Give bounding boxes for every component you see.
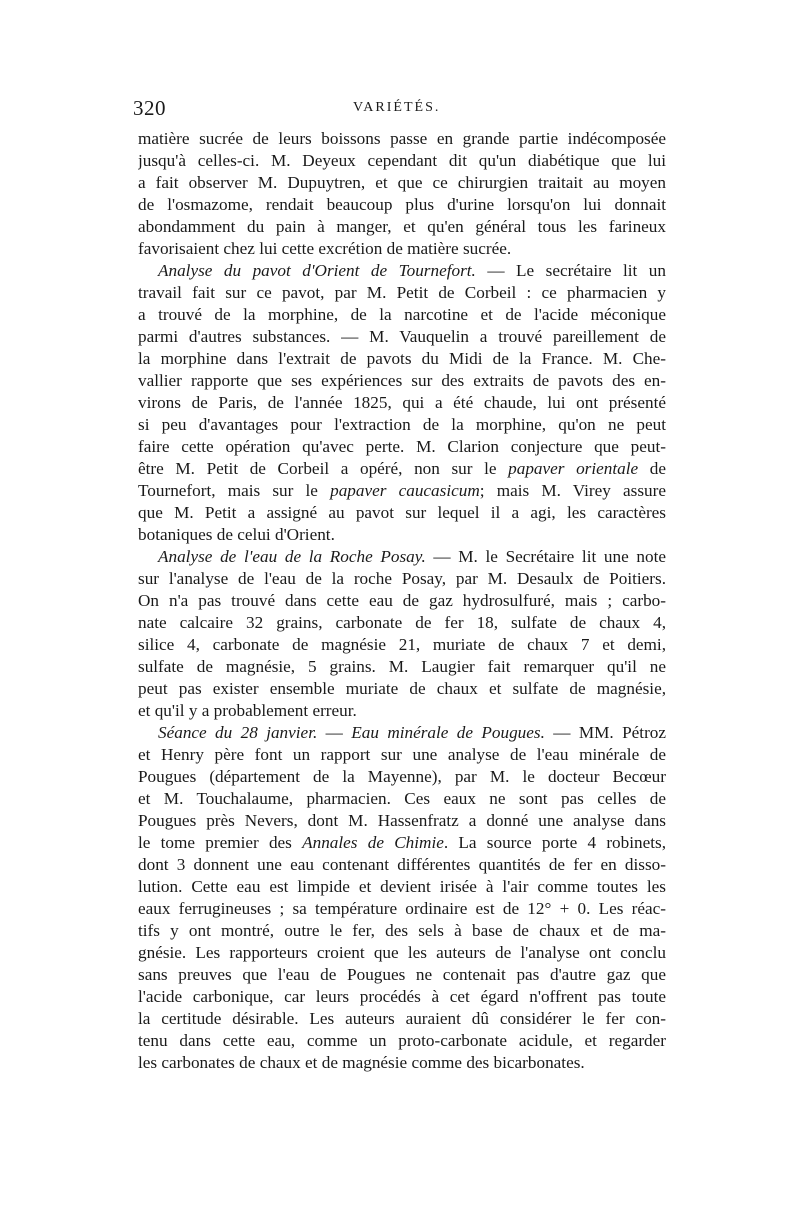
text-segment: peut pas exister ensemble muriate de chaux et sulfate de magnésie, xyxy=(138,679,666,698)
text-line xyxy=(138,678,666,700)
text-segment: Pougues (département de la Mayenne), par M. le docteur Becœur xyxy=(138,767,666,786)
text-segment: de l'osmazome, rendait beaucoup plus d'urine lorsqu'on lui donnait xyxy=(138,195,666,214)
text-line xyxy=(138,898,666,920)
text-line xyxy=(138,348,666,370)
text-line xyxy=(138,194,666,216)
page-number: 320 xyxy=(133,96,166,120)
text-segment: botaniques de celui d'Orient. xyxy=(138,525,335,544)
text-segment: nate calcaire 32 grains, carbonate de fer 18, sulfate de chaux 4, xyxy=(138,613,666,632)
text-line xyxy=(138,942,666,964)
text-line xyxy=(138,172,666,194)
text-segment: abondamment du pain à manger, et qu'en général tous les farineux xyxy=(138,217,666,236)
text-line xyxy=(138,700,666,722)
text-segment: tifs y ont montré, outre le fer, des sels à base de chaux et de ma- xyxy=(138,921,666,940)
text-line xyxy=(138,524,666,546)
page-header xyxy=(133,96,663,126)
text-segment: — MM. Pétroz xyxy=(544,723,666,742)
italic-text: Séance du 28 janvier. xyxy=(158,723,318,742)
text-segment: Pougues près Nevers, dont M. Hassenfratz a donné une analyse dans xyxy=(138,811,666,830)
text-segment: jusqu'à celles-ci. M. Deyeux cependant dit qu'un diabétique que lui xyxy=(138,151,666,170)
italic-text: papaver orientale xyxy=(508,459,639,478)
text-line xyxy=(138,502,666,524)
text-line xyxy=(138,150,666,172)
text-segment: — xyxy=(317,723,352,742)
text-segment: de xyxy=(638,459,666,478)
text-line xyxy=(138,458,666,480)
text-line xyxy=(138,612,666,634)
text-segment: parmi d'autres substances. — M. Vauquelin a trouvé pareillement de xyxy=(138,327,666,346)
text-line xyxy=(138,238,666,260)
text-segment: eaux ferrugineuses ; sa température ordinaire est de 12° + 0. Les réac- xyxy=(138,899,666,918)
text-segment: si peu d'avantages pour l'extraction de la morphine, qu'on ne peut xyxy=(138,415,666,434)
italic-text: papaver caucasicum xyxy=(330,481,480,500)
italic-text: Analyse de l'eau de la Roche Posay. xyxy=(158,547,426,566)
text-line xyxy=(138,832,666,854)
text-segment: ; mais M. Virey assure xyxy=(479,481,666,500)
body-text xyxy=(138,128,666,1074)
text-line xyxy=(138,810,666,832)
text-segment: lution. Cette eau est limpide et devient irisée à l'air comme toutes les xyxy=(138,877,666,896)
text-line xyxy=(138,282,666,304)
text-line xyxy=(138,766,666,788)
text-segment: tenu dans cette eau, comme un proto-carbonate acidule, et regarder xyxy=(138,1031,666,1050)
text-segment: et M. Touchalaume, pharmacien. Ces eaux ne sont pas celles de xyxy=(138,789,666,808)
text-segment: favorisaient chez lui cette excrétion de matière sucrée. xyxy=(138,239,512,258)
text-segment: gnésie. Les rapporteurs croient que les auteurs de l'analyse ont conclu xyxy=(138,943,666,962)
text-line xyxy=(138,876,666,898)
text-segment: a trouvé de la morphine, de la narcotine et de l'acide méconique xyxy=(138,305,666,324)
text-segment: faire cette opération qu'avec perte. M. Clarion conjecture que peut- xyxy=(138,437,666,456)
text-segment: — Le secrétaire lit un xyxy=(475,261,666,280)
text-segment: la morphine dans l'extrait de pavots du Midi de la France. M. Che- xyxy=(138,349,666,368)
italic-text: Analyse du pavot d'Orient de Tournefort. xyxy=(158,261,476,280)
text-segment: sur l'analyse de l'eau de la roche Posay, par M. Desaulx de Poitiers. xyxy=(138,569,666,588)
text-segment: la certitude désirable. Les auteurs auraient dû considérer le fer con- xyxy=(138,1009,666,1028)
text-segment: et qu'il y a probablement erreur. xyxy=(138,701,357,720)
italic-text: Eau minérale de Pougues. xyxy=(351,723,545,742)
italic-text: Annales de Chimie xyxy=(302,833,444,852)
text-line xyxy=(138,1030,666,1052)
text-segment: sulfate de magnésie, 5 grains. M. Laugier fait remarquer qu'il ne xyxy=(138,657,666,676)
text-line xyxy=(138,260,666,282)
text-line xyxy=(138,568,666,590)
text-line xyxy=(138,304,666,326)
text-line xyxy=(138,986,666,1008)
text-line xyxy=(138,590,666,612)
text-segment: être M. Petit de Corbeil a opéré, non sur le xyxy=(138,459,509,478)
text-line xyxy=(138,744,666,766)
text-line xyxy=(138,656,666,678)
text-line xyxy=(138,436,666,458)
text-segment: que M. Petit a assigné au pavot sur lequel il a agi, les caractères xyxy=(138,503,666,522)
text-segment: virons de Paris, de l'année 1825, qui a été chaude, lui ont présenté xyxy=(138,393,666,412)
text-line xyxy=(138,480,666,502)
text-segment: matière sucrée de leurs boissons passe en grande partie indécomposée xyxy=(138,129,666,148)
text-line xyxy=(138,392,666,414)
text-line xyxy=(138,128,666,150)
text-line xyxy=(138,634,666,656)
text-line xyxy=(138,920,666,942)
text-line xyxy=(138,722,666,744)
text-segment: les carbonates de chaux et de magnésie comme des bicarbonates. xyxy=(138,1053,585,1072)
running-head: VARIÉTÉS. xyxy=(353,100,441,115)
text-line xyxy=(138,546,666,568)
text-segment: . La source porte 4 robinets, xyxy=(443,833,666,852)
text-segment: On n'a pas trouvé dans cette eau de gaz hydrosulfuré, mais ; carbo- xyxy=(138,591,666,610)
text-segment: vallier rapporte que ses expériences sur des extraits de pavots des en- xyxy=(138,371,666,390)
text-line xyxy=(138,326,666,348)
text-line xyxy=(138,216,666,238)
text-segment: sans preuves que l'eau de Pougues ne contenait pas d'autre gaz que xyxy=(138,965,666,984)
text-segment: — M. le Secrétaire lit une note xyxy=(425,547,666,566)
text-segment: et Henry père font un rapport sur une analyse de l'eau minérale de xyxy=(138,745,666,764)
text-segment: travail fait sur ce pavot, par M. Petit de Corbeil : ce pharmacien y xyxy=(138,283,666,302)
text-line xyxy=(138,788,666,810)
text-segment: le tome premier des xyxy=(138,833,303,852)
text-segment: Tournefort, mais sur le xyxy=(138,481,331,500)
text-segment: l'acide carbonique, car leurs procédés à cet égard n'offrent pas toute xyxy=(138,987,666,1006)
text-line xyxy=(138,964,666,986)
text-line xyxy=(138,854,666,876)
text-line xyxy=(138,370,666,392)
text-line xyxy=(138,414,666,436)
text-segment: a fait observer M. Dupuytren, et que ce chirurgien traitait au moyen xyxy=(138,173,666,192)
text-line xyxy=(138,1052,666,1074)
text-segment: silice 4, carbonate de magnésie 21, muriate de chaux 7 et demi, xyxy=(138,635,666,654)
text-line xyxy=(138,1008,666,1030)
text-segment: dont 3 donnent une eau contenant différentes quantités de fer en disso- xyxy=(138,855,666,874)
